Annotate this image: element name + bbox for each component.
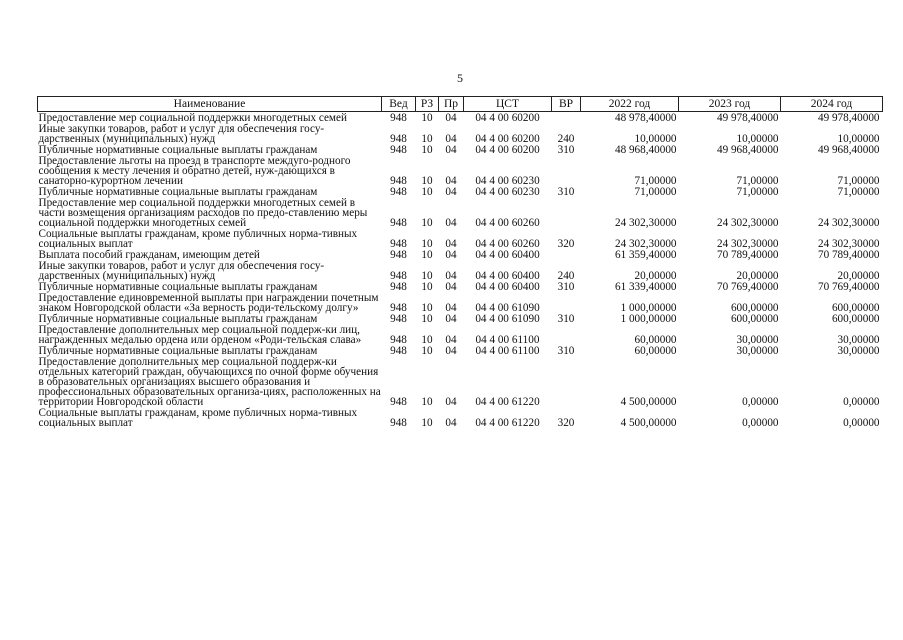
cell-2024: 20,00000 <box>837 270 880 282</box>
cell-cst: 04 4 00 61090 <box>475 313 540 325</box>
cell-cst: 04 4 00 60230 <box>475 175 540 187</box>
cell-2024: 30,00000 <box>837 334 880 346</box>
cell-cst: 04 4 00 61100 <box>475 345 540 357</box>
cell-2023: 70 789,40000 <box>716 249 779 261</box>
cell-name: Иные закупки товаров, работ и услуг для обеспечения госу-дарственных (муниципальных) нужд <box>38 123 325 145</box>
cell-rz: 10 <box>421 270 433 282</box>
cell-2023: 49 968,40000 <box>716 144 779 156</box>
cell-pr: 04 <box>445 270 457 282</box>
cell-2023: 30,00000 <box>736 345 779 357</box>
cell-vr: 240 <box>557 270 575 282</box>
cell-ved: 948 <box>390 133 407 145</box>
cell-2022: 71,00000 <box>634 175 677 187</box>
cell-name: Предоставление дополнительных мер социальной поддерж-ки лиц, награжденных медалью ордена или орденом «Роди-тельская слава» <box>38 324 362 346</box>
cell-2023: 49 978,40000 <box>716 112 779 124</box>
cell-cst: 04 4 00 61100 <box>475 334 540 346</box>
cell-ved: 948 <box>390 281 407 293</box>
cell-pr: 04 <box>445 334 457 346</box>
cell-2024: 600,00000 <box>831 313 880 325</box>
cell-2022: 20,00000 <box>634 270 677 282</box>
cell-cst: 04 4 00 60400 <box>475 281 540 293</box>
cell-2022: 1 000,00000 <box>620 302 677 314</box>
cell-2024: 71,00000 <box>837 175 880 187</box>
cell-2022: 10,00000 <box>634 133 677 145</box>
cell-rz: 10 <box>421 345 433 357</box>
cell-rz: 10 <box>421 112 433 124</box>
cell-vr <box>552 356 581 407</box>
cell-2024: 70 789,40000 <box>817 249 880 261</box>
cell-2023: 71,00000 <box>736 175 779 187</box>
cell-pr: 04 <box>445 417 457 429</box>
cell-rz: 10 <box>421 175 433 187</box>
cell-pr: 04 <box>445 112 457 124</box>
header-rz: РЗ <box>416 97 439 112</box>
table-row <box>38 281 883 292</box>
cell-2022: 4 500,00000 <box>620 417 677 429</box>
table-row <box>38 407 883 428</box>
cell-cst: 04 4 00 60260 <box>475 238 540 250</box>
cell-vr: 310 <box>557 186 575 198</box>
cell-ved: 948 <box>390 249 407 261</box>
table-row <box>38 249 883 260</box>
cell-2023: 600,00000 <box>730 313 779 325</box>
cell-2023: 600,00000 <box>730 302 779 314</box>
cell-2024: 49 968,40000 <box>817 144 880 156</box>
cell-2024: 30,00000 <box>837 345 880 357</box>
table-row <box>38 123 883 144</box>
cell-rz: 10 <box>421 302 433 314</box>
cell-2022: 71,00000 <box>634 186 677 198</box>
cell-ved: 948 <box>390 417 407 429</box>
budget-table <box>37 96 883 428</box>
table-row <box>38 356 883 407</box>
cell-2022: 48 978,40000 <box>614 112 677 124</box>
cell-pr: 04 <box>445 144 457 156</box>
cell-name: Социальные выплаты гражданам, кроме публичных норма-тивных социальных выплат <box>38 407 358 429</box>
cell-2024: 24 302,30000 <box>817 217 880 229</box>
cell-2023: 24 302,30000 <box>716 217 779 229</box>
cell-2023: 20,00000 <box>736 270 779 282</box>
cell-2024: 70 769,40000 <box>817 281 880 293</box>
table-row <box>38 186 883 197</box>
cell-2022: 61 339,40000 <box>614 281 677 293</box>
cell-rz: 10 <box>421 249 433 261</box>
cell-2022: 60,00000 <box>634 345 677 357</box>
header-cst: ЦСТ <box>464 97 552 112</box>
header-pr: Пр <box>439 97 464 112</box>
table-row <box>38 313 883 324</box>
cell-vr: 310 <box>557 281 575 293</box>
cell-vr <box>552 249 581 260</box>
cell-name: Предоставление единовременной выплаты при награждении почетным знаком Новгородской области «За верность роди-тельскому долгу» <box>38 292 379 314</box>
cell-cst: 04 4 00 60400 <box>475 249 540 261</box>
cell-2022: 48 968,40000 <box>614 144 677 156</box>
cell-pr: 04 <box>445 302 457 314</box>
cell-2023: 24 302,30000 <box>716 238 779 250</box>
cell-rz: 10 <box>421 144 433 156</box>
table-row <box>38 324 883 345</box>
header-2024: 2024 год <box>781 97 883 112</box>
cell-cst: 04 4 00 60230 <box>475 186 540 198</box>
cell-vr <box>552 292 581 313</box>
cell-ved: 948 <box>390 238 407 250</box>
cell-cst: 04 4 00 60200 <box>475 112 540 124</box>
cell-2023: 71,00000 <box>736 186 779 198</box>
cell-name: Иные закупки товаров, работ и услуг для обеспечения госу-дарственных (муниципальных) нужд <box>38 260 325 282</box>
cell-pr: 04 <box>445 175 457 187</box>
cell-vr: 310 <box>557 313 575 325</box>
cell-rz: 10 <box>421 238 433 250</box>
table-header-row <box>38 97 883 112</box>
cell-name: Публичные нормативные социальные выплаты гражданам <box>38 313 318 325</box>
cell-cst: 04 4 00 61220 <box>475 396 540 408</box>
cell-cst: 04 4 00 60400 <box>475 270 540 282</box>
cell-name: Публичные нормативные социальные выплаты гражданам <box>38 345 318 357</box>
cell-2024: 71,00000 <box>837 186 880 198</box>
cell-2024: 600,00000 <box>831 302 880 314</box>
cell-vr <box>552 324 581 345</box>
table-row <box>38 144 883 155</box>
cell-ved: 948 <box>390 144 407 156</box>
cell-2022: 1 000,00000 <box>620 313 677 325</box>
cell-2023: 0,00000 <box>742 417 779 429</box>
cell-ved: 948 <box>390 396 407 408</box>
table-row <box>38 112 883 124</box>
table-row <box>38 260 883 281</box>
cell-vr: 310 <box>557 345 575 357</box>
cell-rz: 10 <box>421 313 433 325</box>
cell-name: Предоставление дополнительных мер социальной поддерж-ки отдельных категорий граждан, обучающихся по очной форме обучения в образовательных организациях высшего образования и профессиональных образовательных организа-циях, расположенных на территории Новгородской области <box>38 356 381 408</box>
cell-pr: 04 <box>445 217 457 229</box>
cell-2022: 61 359,40000 <box>614 249 677 261</box>
cell-vr: 320 <box>557 417 575 429</box>
cell-vr <box>552 197 581 228</box>
cell-name: Предоставление льготы на проезд в транспорте междуго-родного сообщения к месту лечения и обратно детей, нуж-дающихся в санаторно-курортном лечении <box>38 155 351 187</box>
cell-rz: 10 <box>421 396 433 408</box>
cell-ved: 948 <box>390 334 407 346</box>
cell-pr: 04 <box>445 238 457 250</box>
cell-pr: 04 <box>445 281 457 293</box>
cell-cst: 04 4 00 60200 <box>475 144 540 156</box>
cell-name: Выплата пособий гражданам, имеющим детей <box>38 249 260 261</box>
cell-2024: 24 302,30000 <box>817 238 880 250</box>
cell-ved: 948 <box>390 313 407 325</box>
cell-2022: 4 500,00000 <box>620 396 677 408</box>
cell-name: Публичные нормативные социальные выплаты гражданам <box>38 281 318 293</box>
cell-name: Социальные выплаты гражданам, кроме публичных норма-тивных социальных выплат <box>38 228 358 250</box>
cell-ved: 948 <box>390 302 407 314</box>
cell-2024: 10,00000 <box>837 133 880 145</box>
cell-pr: 04 <box>445 313 457 325</box>
cell-name: Предоставление мер социальной поддержки многодетных семей в части возмещения организациям расходов по предо-ставлению меры социальной поддержки многодетных семей <box>38 197 368 229</box>
table-row <box>38 292 883 313</box>
cell-rz: 10 <box>421 417 433 429</box>
cell-cst: 04 4 00 61220 <box>475 417 540 429</box>
table-row <box>38 345 883 356</box>
cell-ved: 948 <box>390 270 407 282</box>
cell-name: Предоставление мер социальной поддержки многодетных семей <box>38 112 347 124</box>
table-body <box>38 112 883 429</box>
cell-ved: 948 <box>390 186 407 198</box>
cell-pr: 04 <box>445 249 457 261</box>
cell-vr: 240 <box>557 133 575 145</box>
cell-pr: 04 <box>445 396 457 408</box>
cell-2022: 60,00000 <box>634 334 677 346</box>
header-2023: 2023 год <box>679 97 781 112</box>
cell-cst: 04 4 00 60260 <box>475 217 540 229</box>
header-2022: 2022 год <box>581 97 679 112</box>
cell-cst: 04 4 00 60200 <box>475 133 540 145</box>
cell-pr: 04 <box>445 133 457 145</box>
cell-name: Публичные нормативные социальные выплаты гражданам <box>38 144 318 156</box>
cell-2023: 0,00000 <box>742 396 779 408</box>
cell-pr: 04 <box>445 345 457 357</box>
table-row <box>38 155 883 186</box>
header-vr: ВР <box>552 97 581 112</box>
cell-rz: 10 <box>421 217 433 229</box>
cell-vr <box>552 112 581 124</box>
header-ved: Вед <box>382 97 416 112</box>
cell-cst: 04 4 00 61090 <box>475 302 540 314</box>
cell-2024: 49 978,40000 <box>817 112 880 124</box>
cell-2024: 0,00000 <box>843 417 880 429</box>
cell-pr: 04 <box>445 186 457 198</box>
cell-2024: 0,00000 <box>843 396 880 408</box>
cell-vr <box>552 155 581 186</box>
page-number: 5 <box>457 71 463 85</box>
cell-rz: 10 <box>421 334 433 346</box>
cell-rz: 10 <box>421 186 433 198</box>
cell-2023: 10,00000 <box>736 133 779 145</box>
cell-ved: 948 <box>390 345 407 357</box>
cell-2022: 24 302,30000 <box>614 238 677 250</box>
cell-2023: 30,00000 <box>736 334 779 346</box>
cell-vr: 320 <box>557 238 575 250</box>
cell-ved: 948 <box>390 175 407 187</box>
cell-2022: 24 302,30000 <box>614 217 677 229</box>
cell-rz: 10 <box>421 281 433 293</box>
cell-vr: 310 <box>557 144 575 156</box>
table-row <box>38 228 883 249</box>
table-row <box>38 197 883 228</box>
cell-ved: 948 <box>390 217 407 229</box>
cell-name: Публичные нормативные социальные выплаты гражданам <box>38 186 318 198</box>
header-name: Наименование <box>38 97 382 112</box>
cell-2023: 70 769,40000 <box>716 281 779 293</box>
cell-ved: 948 <box>390 112 407 124</box>
cell-rz: 10 <box>421 133 433 145</box>
